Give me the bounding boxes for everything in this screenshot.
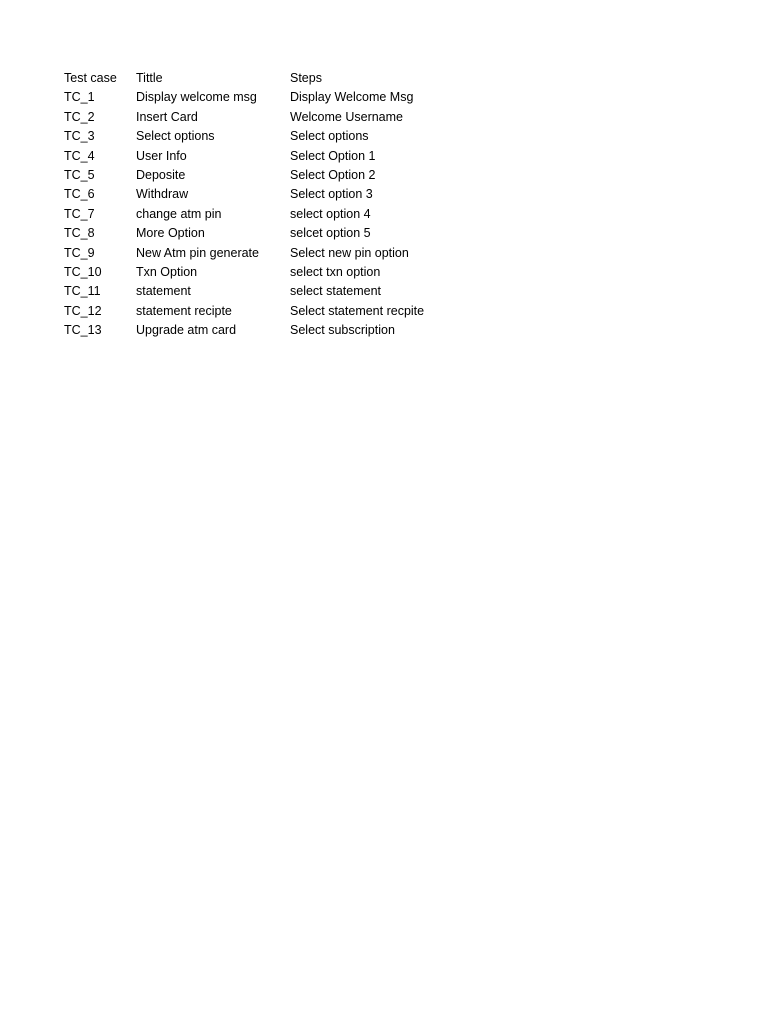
cell-test-case: TC_7: [64, 206, 95, 221]
table-row: [64, 302, 450, 321]
test-case-sheet: [64, 69, 450, 341]
cell-test-case: TC_4: [64, 148, 95, 163]
table-row: [64, 282, 450, 301]
cell-title: change atm pin: [136, 206, 222, 221]
cell-steps: select option 4: [290, 206, 371, 221]
table-row: [64, 147, 450, 166]
cell-steps: Select subscription: [290, 323, 395, 338]
cell-steps: Select statement recpite: [290, 303, 425, 318]
cell-test-case: TC_13: [64, 323, 102, 338]
cell-title: Deposite: [136, 168, 186, 183]
cell-title: User Info: [136, 148, 187, 163]
table-row: [64, 321, 450, 340]
header-title: Tittle: [136, 71, 163, 85]
header-row: [64, 69, 450, 88]
table-body: [64, 69, 450, 341]
cell-title: Select options: [136, 129, 215, 144]
cell-test-case: TC_9: [64, 245, 95, 260]
cell-steps: Welcome Username: [290, 109, 404, 124]
cell-steps: select txn option: [290, 265, 381, 280]
cell-test-case: TC_2: [64, 109, 95, 124]
cell-title: Txn Option: [136, 265, 198, 280]
cell-title: Withdraw: [136, 187, 189, 202]
cell-title: statement: [136, 284, 191, 299]
table-row: [64, 224, 450, 243]
table-row: [64, 205, 450, 224]
cell-test-case: TC_1: [64, 90, 95, 105]
test-case-table: [64, 69, 450, 341]
table-row: [64, 185, 450, 204]
cell-test-case: TC_5: [64, 168, 95, 183]
cell-steps: Select Option 1: [290, 148, 376, 163]
cell-steps: Select Option 2: [290, 168, 376, 183]
cell-steps: Select options: [290, 129, 369, 144]
table-row: [64, 88, 450, 107]
cell-title: Display welcome msg: [136, 90, 257, 105]
cell-steps: Display Welcome Msg: [290, 90, 414, 105]
cell-title: Insert Card: [136, 109, 198, 124]
cell-steps: select statement: [290, 284, 382, 299]
cell-test-case: TC_12: [64, 303, 102, 318]
table-row: [64, 166, 450, 185]
header-test-case: Test case: [64, 71, 117, 85]
table-row: [64, 263, 450, 282]
cell-test-case: TC_6: [64, 187, 95, 202]
cell-test-case: TC_8: [64, 226, 95, 241]
cell-test-case: TC_3: [64, 129, 95, 144]
header-steps: Steps: [290, 71, 322, 85]
cell-steps: selcet option 5: [290, 226, 371, 241]
cell-title: New Atm pin generate: [136, 245, 259, 260]
cell-title: statement recipte: [136, 303, 232, 318]
cell-steps: Select option 3: [290, 187, 373, 202]
table-row: [64, 244, 450, 263]
cell-title: Upgrade atm card: [136, 323, 237, 338]
cell-steps: Select new pin option: [290, 245, 409, 260]
cell-test-case: TC_11: [64, 284, 101, 299]
cell-test-case: TC_10: [64, 265, 102, 280]
cell-title: More Option: [136, 226, 205, 241]
table-row: [64, 108, 450, 127]
table-row: [64, 127, 450, 146]
